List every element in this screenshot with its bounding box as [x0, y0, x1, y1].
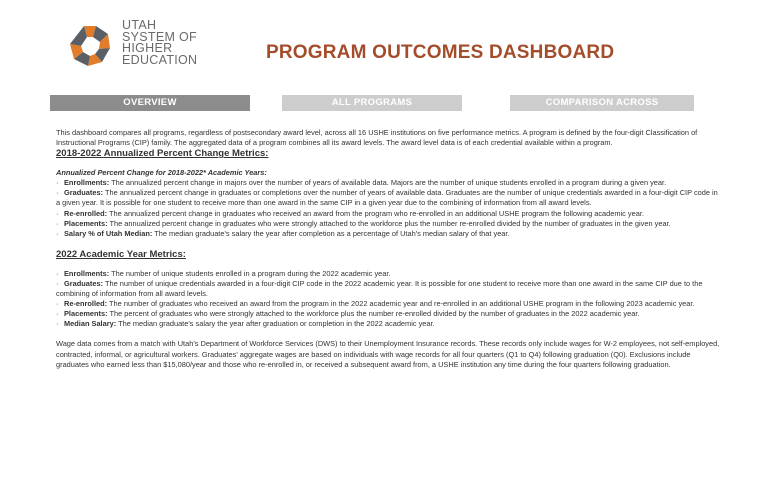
metric-description: The number of unique credentials awarded in a four-digit CIP code in the 2022 academic year. It is possible for one student to receive more than one award in the same CIP due to the combining of information from all award levels. — [56, 278, 703, 299]
logo-line: EDUCATION — [122, 52, 198, 67]
metric-description: The median graduate's salary the year after completion as a percentage of Utah's median salary of that year. — [152, 228, 510, 238]
annualized-metrics-list — [56, 178, 720, 239]
logo-line: UTAH — [122, 18, 157, 32]
dashboard-header — [0, 0, 768, 90]
ushe-logo-icon — [66, 22, 114, 70]
metric-description: The number of graduates who received an award from the program in the 2022 academic year and re-enrolled in an additional USHE program in the following 2023 academic year. — [107, 299, 695, 309]
metric-term: Re-enrolled: — [64, 208, 108, 218]
metric-description: The median graduate's salary the year after graduation or completion in the 2022 academic year. — [116, 319, 435, 329]
list-item: · Median Salary: The median graduate's salary the year after graduation or completion in the 2022 academic year. — [56, 319, 435, 329]
list-item: · Enrollments: The annualized percent change in majors over the number of years of available data. Majors are the number of unique students enrolled in a program during a given year. — [56, 178, 667, 188]
wage-data-note: Wage data comes from a match with Utah's Department of Workforce Services (DWS) to their Unemployment Insurance records. These records only include wages for W-2 employees, not self-employed, contracted, informal, or agricultural workers. Graduates' aggregate wages are based on individuals with wage records for all four quarters (Q1 to Q4) following graduation (Q0). Exclusions include graduates who earned less than $15,080/year and those who re-enrolled in, or received a subsequent award from, a USHE institution any time during the four quarters following graduation. — [56, 339, 720, 369]
section-subheading-annualized: Annualized Percent Change for 2018-2022* Academic Years: — [56, 168, 267, 178]
list-item: · Graduates: The number of unique credentials awarded in a four-digit CIP code in the 2022 academic year. It is possible for one student to receive more than one award in the same CIP due to the combining of information from all award levels. — [56, 278, 703, 299]
tab-comparison-across-institutions[interactable]: COMPARISON ACROSS INSTITUTIONS — [510, 95, 694, 111]
tab-bar — [50, 95, 720, 124]
section-heading-2022: 2022 Academic Year Metrics: — [56, 248, 186, 260]
metric-term: Re-enrolled: — [64, 299, 108, 309]
metric-term: Graduates: — [64, 278, 104, 288]
page-title: PROGRAM OUTCOMES DASHBOARD — [266, 42, 615, 63]
tab-all-programs[interactable]: ALL PROGRAMS — [282, 95, 462, 111]
metric-description: The number of unique students enrolled in a program during the 2022 academic year. — [109, 268, 391, 278]
list-item: · Placements: The annualized percent change in graduates who were strongly attached to the workforce plus the number re-enrolled divided by the number of graduates in the given year. — [56, 218, 671, 228]
metric-description: The annualized percent change in graduates or completions over the number of years of available data. Graduates are the number of unique credentials awarded in a four-digit CIP code in a given year. It is possible for one student to receive more than one award in the same CIP in a given year due to the combining of information from all award levels. — [56, 188, 718, 208]
section-heading-annualized: 2018-2022 Annualized Percent Change Metrics: — [56, 148, 269, 160]
metric-term: Placements: — [64, 309, 108, 319]
academic-year-metrics-list — [56, 269, 720, 330]
metric-term: Graduates: — [64, 188, 104, 198]
list-item: · Re-enrolled: The annualized percent change in graduates who received an award from the program who re-enrolled in an additional USHE program the following academic year. — [56, 208, 644, 218]
metric-description: The annualized percent change in majors over the number of years of available data. Majors are the number of unique students enrolled in a program during a given year. — [109, 178, 667, 188]
list-item: · Graduates: The annualized percent change in graduates or completions over the number of years of available data. Graduates are the number of unique credentials awarded in a four-digit CIP code in a given year. It is possible for one student to receive more than one award in the same CIP in a given year due to the combining of information from all award levels. — [56, 188, 718, 208]
metric-description: The annualized percent change in graduates who were strongly attached to the workforce plus the number re-enrolled divided by the number of graduates in the given year. — [107, 218, 671, 228]
metric-description: The annualized percent change in graduates who received an award from the program who re-enrolled in an additional USHE program the following academic year. — [107, 208, 644, 218]
list-item: · Enrollments: The number of unique students enrolled in a program during the 2022 academic year. — [56, 268, 391, 278]
intro-paragraph: This dashboard compares all programs, regardless of postsecondary award level, across all 16 USHE institutions on five performance metrics. A program is defined by the four-digit Classification of Instructional Programs (CIP) family. The aggregated data of a program combines all its award levels. The award level data is of each credential available within a program. — [56, 128, 698, 148]
tab-overview[interactable]: OVERVIEW — [50, 95, 250, 111]
overview-content — [56, 128, 720, 370]
logo-line: SYSTEM OF — [122, 29, 197, 44]
list-item: · Placements: The percent of graduates who were strongly attached to the workforce plus the number re-enrolled divided by the number of graduates in the 2022 academic year. — [56, 309, 640, 319]
metric-term: Placements: — [64, 218, 108, 228]
metric-term: Salary % of Utah Median: — [64, 228, 153, 238]
metric-description: The percent of graduates who were strongly attached to the workforce plus the number re-enrolled divided by the number of graduates in the 2022 academic year. — [107, 309, 640, 319]
logo-wordmark — [122, 20, 242, 66]
metric-term: Enrollments: — [64, 178, 110, 188]
metric-term: Median Salary: — [64, 319, 117, 329]
list-item: · Re-enrolled: The number of graduates who received an award from the program in the 2022 academic year and re-enrolled in an additional USHE program in the following 2023 academic year. — [56, 299, 695, 309]
list-item: · Salary % of Utah Median: The median graduate's salary the year after completion as a percentage of Utah's median salary of that year. — [56, 228, 510, 238]
metric-term: Enrollments: — [64, 268, 110, 278]
logo-line: HIGHER — [122, 41, 173, 55]
